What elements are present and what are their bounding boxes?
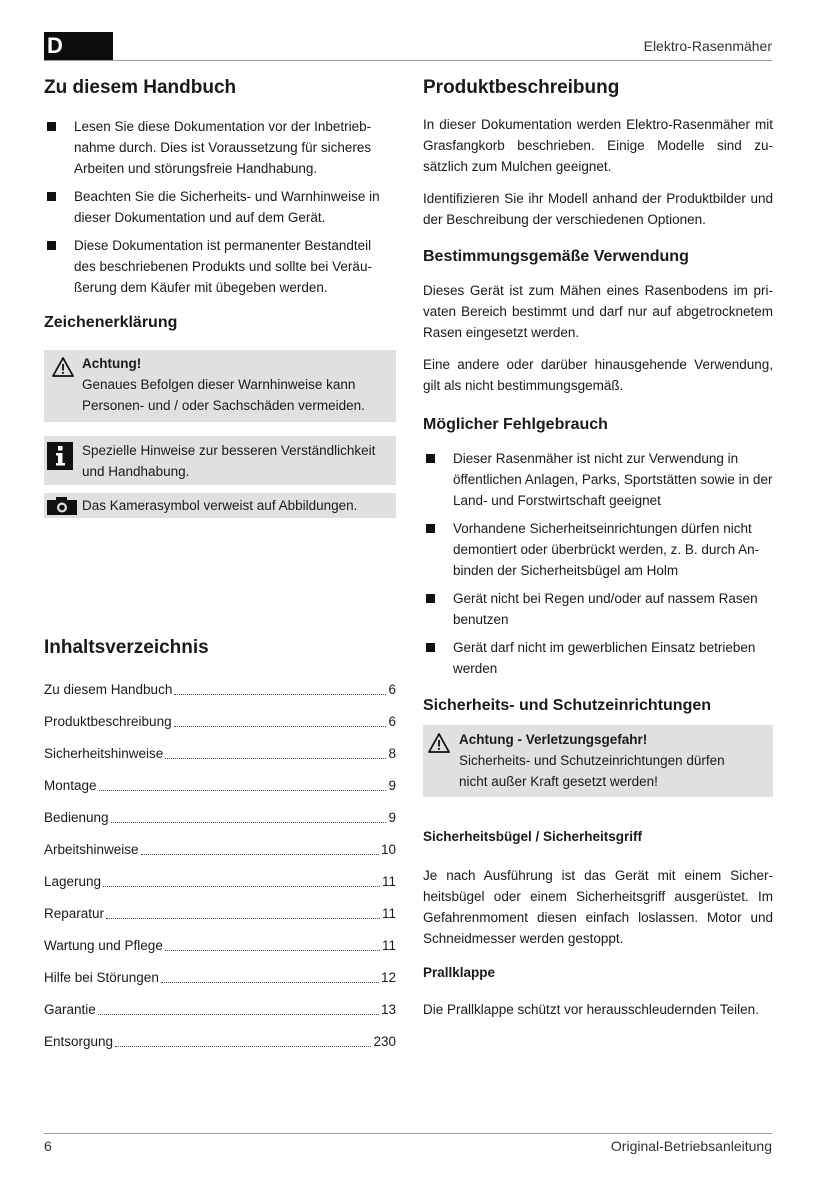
toc-dot-leader — [141, 853, 379, 855]
toc-entry — [44, 796, 396, 828]
toc-dot-leader — [115, 1045, 371, 1047]
safety-heading: Sicherheits- und Schutzeinrichtungen — [423, 697, 712, 714]
toc-list — [44, 668, 396, 1052]
camera-text: Das Kamerasymbol verweist auf Abbildungen. — [82, 498, 358, 513]
toc-entry-label: Montage — [44, 778, 97, 793]
toc-entry — [44, 700, 396, 732]
toc-dot-leader — [111, 821, 387, 823]
toc-entry-page: 11 — [381, 938, 396, 953]
legend-info-box — [44, 436, 396, 485]
safety-warning-text: Sicherheits- und Schutzeinrichtungen dürfen nicht außer Kraft gesetzt werden! — [459, 753, 725, 789]
right-column — [423, 72, 773, 1020]
toc-entry — [44, 764, 396, 796]
toc-entry-label: Hilfe bei Störungen — [44, 970, 159, 985]
about-list — [44, 116, 396, 298]
intended-use-heading: Bestimmungsgemäße Verwendung — [423, 248, 689, 265]
header-title: Elektro-Rasenmäher — [643, 38, 772, 54]
legend-camera-box — [44, 493, 396, 518]
toc-entry — [44, 828, 396, 860]
header-divider — [44, 60, 772, 61]
toc-entry-page: 10 — [380, 842, 396, 857]
list-item: Lesen Sie diese Dokumentation vor der Inbetrieb-nahme durch. Dies ist Voraussetzung für sicheres Arbeiten und störungsfreie Handhabung. — [44, 116, 396, 179]
page-number: 6 — [44, 1138, 52, 1154]
toc-dot-leader — [99, 789, 387, 791]
intended-use-paragraph-1: Dieses Gerät ist zum Mähen eines Rasenbodens im pri-vaten Bereich bestimmt und darf nur auf abgetrocknetem Rasen eingesetzt werden. — [423, 283, 773, 340]
toc-entry-label: Garantie — [44, 1002, 96, 1017]
warning-triangle-icon — [52, 357, 74, 377]
list-item: Gerät darf nicht im gewerblichen Einsatz betrieben werden — [423, 637, 773, 679]
footer-title: Original-Betriebsanleitung — [610, 1138, 772, 1154]
toc-entry-page: 9 — [388, 810, 396, 825]
product-heading: Produktbeschreibung — [423, 77, 620, 98]
about-heading: Zu diesem Handbuch — [44, 77, 237, 98]
toc-entry-page: 9 — [388, 778, 396, 793]
toc-dot-leader — [174, 693, 386, 695]
toc-entry — [44, 924, 396, 956]
safety-bar-paragraph: Je nach Ausführung ist das Gerät mit einem Sicher-heitsbügel oder einem Sicherheitsgriff ausgerüstet. Im Gefahrenmoment diesen einfach loslassen. Motor und Schneidmesser werden gestoppt. — [423, 868, 773, 946]
toc-entry-page: 13 — [380, 1002, 396, 1017]
toc-entry-label: Wartung und Pflege — [44, 938, 163, 953]
toc-entry-label: Arbeitshinweise — [44, 842, 139, 857]
toc-dot-leader — [106, 917, 380, 919]
info-icon — [47, 442, 73, 470]
impact-flap-paragraph: Die Prallklappe schützt vor herausschleudernden Teilen. — [423, 1002, 759, 1017]
misuse-list — [423, 448, 773, 679]
toc-entry-label: Reparatur — [44, 906, 105, 921]
left-column — [44, 72, 396, 1052]
toc-dot-leader — [161, 981, 379, 983]
language-code: D — [47, 33, 63, 58]
toc-entry-page: 11 — [381, 874, 396, 889]
legend-heading: Zeichenerklärung — [44, 314, 178, 331]
intended-use-paragraph-2: Eine andere oder darüber hinausgehende Verwendung, gilt als nicht bestimmungsgemäß. — [423, 357, 773, 393]
toc-entry-label: Produktbeschreibung — [44, 714, 172, 729]
toc-entry-label: Lagerung — [44, 874, 102, 889]
legend-warning-box — [44, 350, 396, 422]
list-item: Vorhandene Sicherheitseinrichtungen dürfen nicht demontiert oder überbrückt werden, z. B. durch An-binden der Sicherheitsbügel am Holm — [423, 518, 773, 581]
safety-warning-title: Achtung - Verletzungsgefahr! — [459, 732, 648, 747]
camera-icon — [47, 497, 77, 515]
warning-triangle-icon — [428, 733, 450, 753]
impact-flap-heading: Prallklappe — [423, 965, 496, 980]
product-paragraph-1: In dieser Dokumentation werden Elektro-Rasenmäher mit Grasfangkorb beschrieben. Einige Modelle sind zu-sätzlich zum Mulchen geeignet. — [423, 117, 773, 174]
toc-entry — [44, 668, 396, 700]
safety-warning-box — [423, 725, 773, 797]
toc-entry-page: 6 — [388, 682, 396, 697]
misuse-heading: Möglicher Fehlgebrauch — [423, 416, 608, 433]
toc-entry-page: 8 — [388, 746, 396, 761]
toc-heading: Inhaltsverzeichnis — [44, 637, 209, 658]
toc-entry — [44, 956, 396, 988]
list-item: Gerät nicht bei Regen und/oder auf nassem Rasen benutzen — [423, 588, 773, 630]
toc-dot-leader — [103, 885, 380, 887]
product-paragraph-2: Identifizieren Sie ihr Modell anhand der Produktbilder und der Beschreibung der verschiedenen Optionen. — [423, 191, 773, 227]
toc-entry-label: Bedienung — [44, 810, 109, 825]
toc-entry-label: Zu diesem Handbuch — [44, 682, 173, 697]
toc-entry — [44, 1020, 396, 1052]
footer-divider — [44, 1133, 772, 1134]
toc-entry-label: Sicherheitshinweise — [44, 746, 164, 761]
toc-dot-leader — [165, 949, 380, 951]
toc-entry — [44, 732, 396, 764]
warning-title: Achtung! — [82, 356, 142, 371]
safety-bar-heading: Sicherheitsbügel / Sicherheitsgriff — [423, 829, 643, 844]
language-badge — [44, 32, 113, 60]
toc-dot-leader — [98, 1013, 379, 1015]
toc-entry-page: 11 — [381, 906, 396, 921]
list-item: Diese Dokumentation ist permanenter Bestandteil des beschriebenen Produkts und sollte bei Veräu-ßerung dem Käufer mit übegeben werden. — [44, 235, 396, 298]
toc-dot-leader — [174, 725, 387, 727]
toc-entry-page: 12 — [380, 970, 396, 985]
toc-entry-page: 230 — [373, 1034, 396, 1049]
toc-entry-page: 6 — [388, 714, 396, 729]
toc-entry — [44, 860, 396, 892]
list-item: Beachten Sie die Sicherheits- und Warnhinweise in dieser Dokumentation und auf dem Gerät. — [44, 186, 396, 228]
toc-entry — [44, 892, 396, 924]
list-item: Dieser Rasenmäher ist nicht zur Verwendung in öffentlichen Anlagen, Parks, Sportstätten sowie in der Land- und Forstwirtschaft geeignet — [423, 448, 773, 511]
toc-dot-leader — [165, 757, 386, 759]
warning-text: Genaues Befolgen dieser Warnhinweise kann Personen- und / oder Sachschäden vermeiden. — [82, 377, 365, 413]
toc-entry-label: Entsorgung — [44, 1034, 114, 1049]
info-text: Spezielle Hinweise zur besseren Verständlichkeit und Handhabung. — [82, 443, 376, 479]
toc-entry — [44, 988, 396, 1020]
